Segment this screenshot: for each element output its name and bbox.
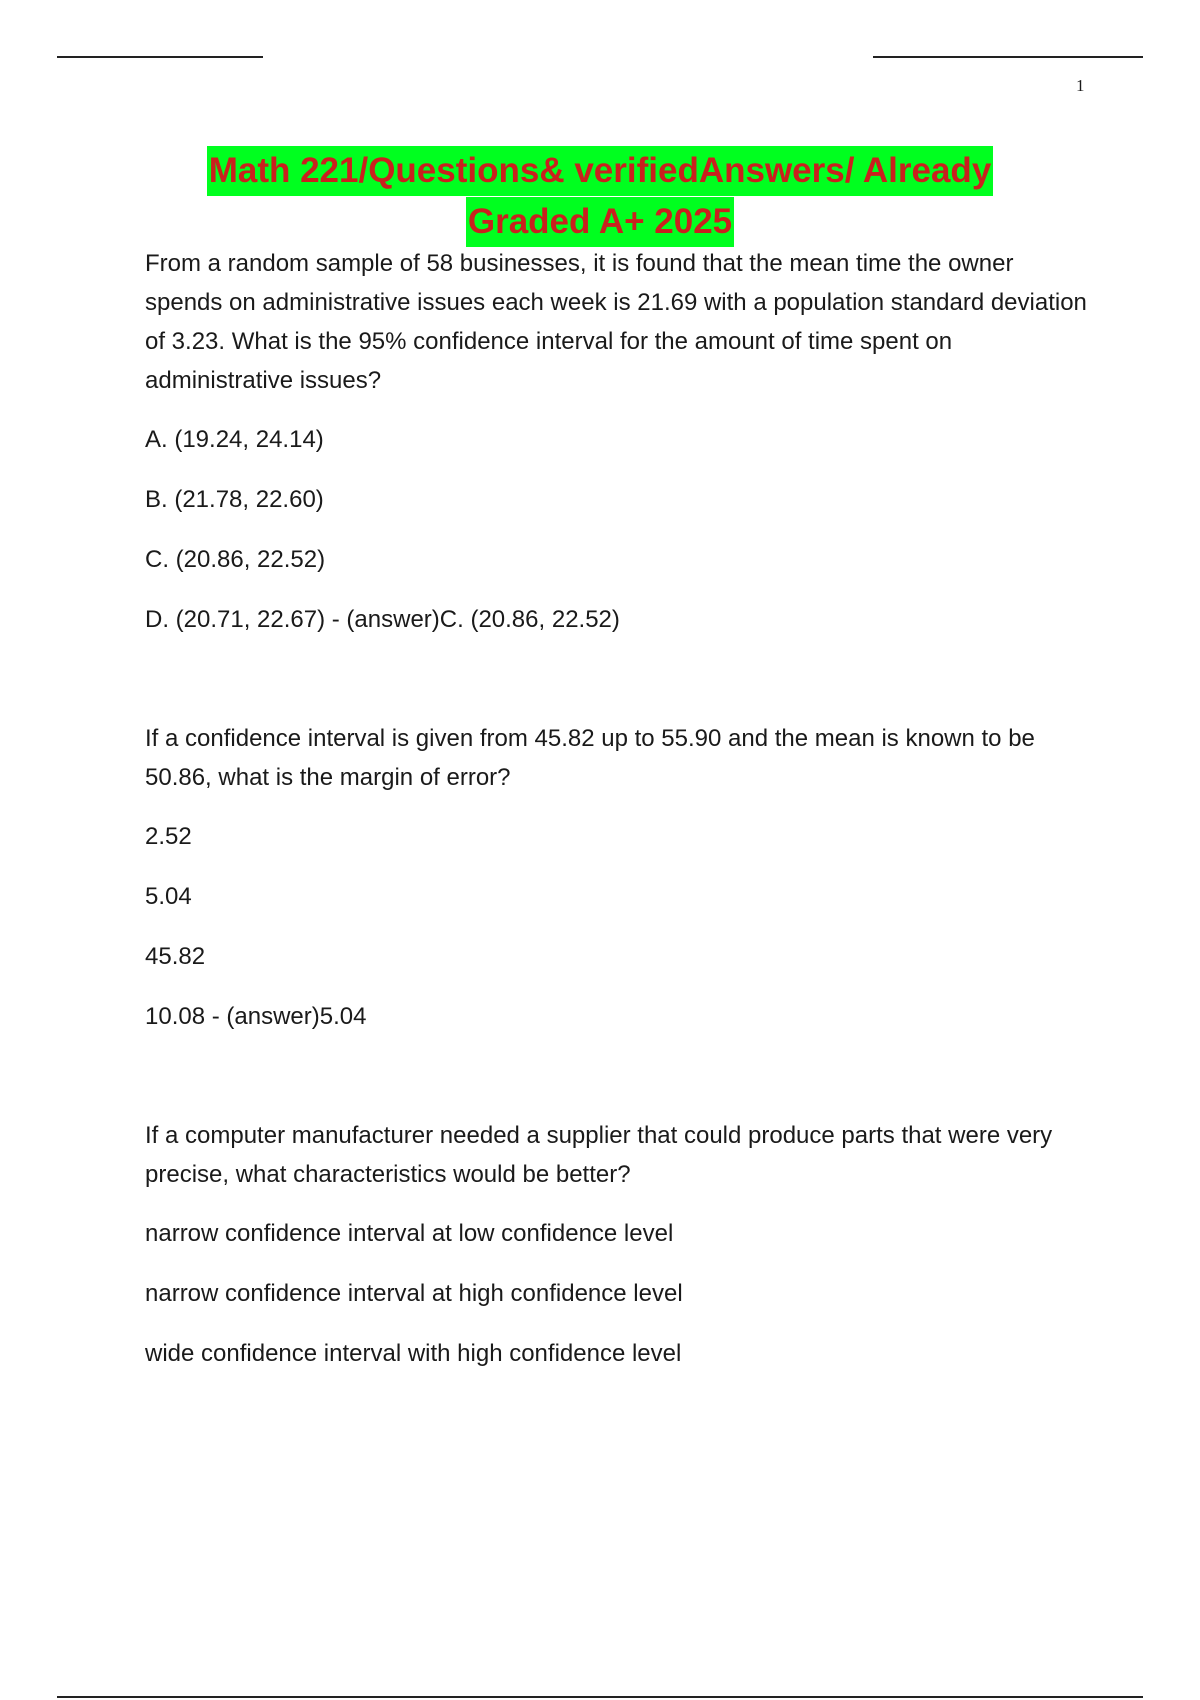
answer-option: narrow confidence interval at high confidence level (145, 1280, 683, 1307)
answer-option: narrow confidence interval at low confidence level (145, 1220, 674, 1247)
answer-option: D. (20.71, 22.67) - (answer)C. (20.86, 22.52) (145, 606, 620, 633)
answer-option: 10.08 - (answer)5.04 (145, 1003, 367, 1030)
page-number: 1 (1076, 76, 1085, 95)
footer-rule (57, 1696, 1143, 1698)
header-rule-right (873, 56, 1143, 58)
question-text: If a confidence interval is given from 45.82 up to 55.90 and the mean is known to be 50.86, what is the margin of error? (145, 725, 1035, 791)
answer-option: C. (20.86, 22.52) (145, 546, 326, 573)
title-line-2: Graded A+ 2025 (466, 197, 734, 247)
document-title (0, 146, 1200, 247)
question-text: From a random sample of 58 businesses, it is found that the mean time the owner spends on administrative issues each week is 21.69 with a population standard deviation of 3.23. What is the 95% confidence interval for the amount of time spent on administrative issues? (145, 250, 1087, 394)
question-2 (145, 719, 1095, 1036)
answer-option: 5.04 (145, 883, 192, 910)
answer-option: wide confidence interval with high confidence level (145, 1340, 682, 1367)
header-rule-left (57, 56, 263, 58)
title-line-1: Math 221/Questions& verifiedAnswers/ Already (207, 146, 994, 196)
question-text: If a computer manufacturer needed a supplier that could produce parts that were very precise, what characteristics would be better? (145, 1122, 1053, 1188)
document-body (145, 244, 1095, 1453)
question-3 (145, 1116, 1095, 1373)
answer-option: B. (21.78, 22.60) (145, 486, 324, 513)
answer-option: 45.82 (145, 943, 206, 970)
question-1 (145, 244, 1095, 639)
answer-option: 2.52 (145, 823, 192, 850)
answer-option: A. (19.24, 24.14) (145, 426, 324, 453)
